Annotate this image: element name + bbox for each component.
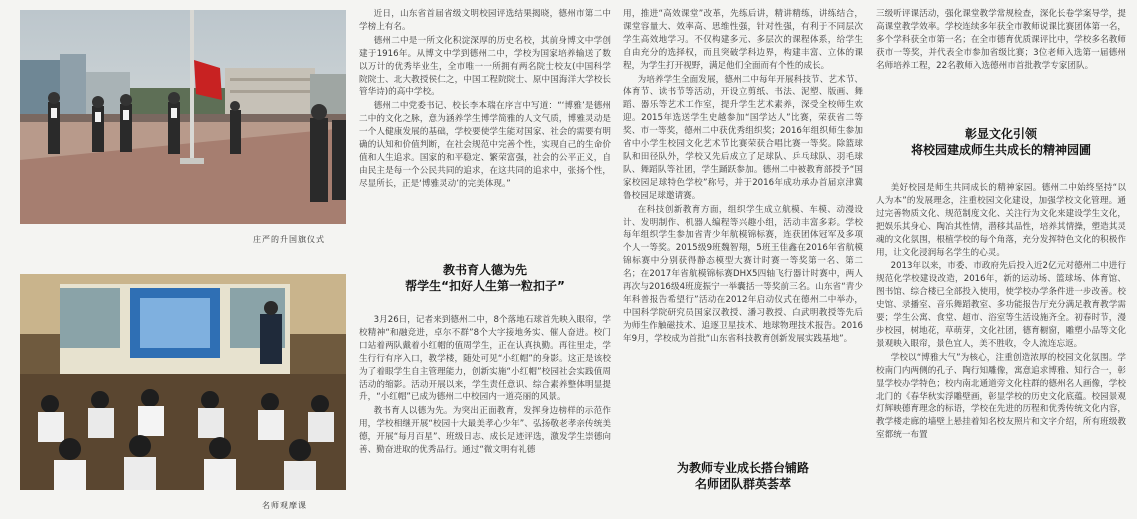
headline-line-2: 名师团队群英荟萃 — [694, 477, 791, 491]
article-column-4-top — [876, 8, 1126, 114]
paragraph: 三级听评课活动，强化课堂教学常规检查，深化长卷学案导学，提高课堂教学效率。学校连续多年获全市教师说课比赛团体第一名，多个学科获全市第一名；在全市德育优质课评比中，学校多名教师获市一等奖，并代表全市参加省级比赛；3位老师入选第一届德州名师培养工程，22名教师入选德州市首批教学专家团队。 — [876, 9, 1126, 71]
headline-line-1: 为教师专业成长搭台铺路 — [676, 461, 809, 475]
headline-line-1: 教书育人德为先 — [442, 263, 527, 277]
article-column-2 — [359, 314, 611, 517]
classroom-photo — [20, 274, 346, 490]
paragraph: 用，推进“高效课堂”改革，先练后讲，精讲精练，讲练结合，课堂容量大、效率高、思维性强，针对性强，有利于不同层次学生高效地学习。不仅构建多元、多层次的课程体系，给学生自由充分的选择权，而且突破学科边界，构建丰富、立体的课程，为学生打开视野，满足他们全面而有个性的成长。 — [623, 9, 863, 71]
headline-line-1: 彰显文化引领 — [964, 127, 1037, 141]
classroom-caption: 名师观摩课 — [262, 501, 307, 510]
paragraph: 近日，山东省首届省级文明校园评选结果揭晓，德州市第二中学榜上有名。 — [359, 9, 611, 32]
paragraph: 美好校园是师生共同成长的精神家园。德州二中始终坚持“以人为本”的发展理念，注重校园文化建设，加强学校文化管理。通过完善物质文化、规范制度文化、关注行为文化来建设学生文化，把娱乐其身心、陶冶其性情，潜移其品性，培养其情操，塑造其灵魂的文化氛围，根植学校的每个角落，充分发挥特色文化的积极作用，让文化浸润每名学生的心灵。 — [876, 183, 1126, 258]
classroom-image — [20, 274, 346, 490]
article-column-3 — [623, 8, 863, 444]
section-headline-moral-education — [366, 262, 604, 294]
headline-line-2: 将校园建成师生共成长的精神园圃 — [910, 143, 1091, 157]
paragraph: 学校以“博雅大气”为核心，注重创造浓厚的校园文化氛围。学校南门内两侧的孔子、陶行知雕像，寓意追求博雅、知行合一，彰显学校办学特色；校内南北通道旁文化柱群的德州名人画像，学校北门的《春华秋实浮雕壁画，彰显学校的历史文化底蕴。校园景观灯辉映德育理念的标语，学校在先进的历程和优秀传统文化内容，教学楼走廊的墙壁上悬挂着知名校友照片和文字介绍，所有班级教室都统一布置 — [876, 352, 1126, 441]
paragraph: 德州二中党委书记、校长李本瑞在序言中写道：“‘博雅’是德州二中的文化之脉，意为涵养学生博学简雅的人文气质，博雅灵动是一个人健康发展的基础，学校要使学生能对国家、社会的需要有明确的认知和价值判断，在社会规范中完善个性，实现自己的生命价值和人生追求。国家的和平稳定、繁荣富强，社会的公平正义，自由民主是每一个公民共同的追求，在这共同的追求中，张扬个性，尽显所长，正是‘博雅灵动’的完美体现。” — [359, 101, 611, 189]
section-headline-culture — [876, 126, 1126, 158]
headline-line-2: 帮学生“扣好人生第一粒扣子” — [405, 279, 565, 293]
paragraph: 教书育人以德为先。为突出正面教育，发挥身边榜样的示范作用，学校相继开展“校园十大最美孝心少年”、弘扬敬老孝亲传统美德，开展“每月百星”、班级日志、成长足迹评选，激发学生崇德向善、勤奋进取的优秀品行。通过“微文明有礼德 — [359, 406, 611, 456]
section-headline-teacher-growth — [628, 460, 858, 492]
paragraph: 在科技创新教育方面，组织学生成立航模、车模、动漫设计、发明制作、机器人编程等兴趣小组，活动丰富多彩。学校每年组织学生参加省青少年航模锦标赛，连获团体冠军及多项个人一等奖。2015级9班魏智翔，5班王佳鑫在2016年省航模锦标赛中分别获得静态模型大赛计时赛一等奖第一名、第二名；在2017年省航模锦标赛DHX5四轴飞行器计时赛中，两人再次与2016级4班庞振宁一举囊括一等奖前三名。山东省“青少年科普报告希望行”活动在2012年启动仪式在德州二中举办，中国科学院研究员国家汉教授、潘习教授、白武明教授等先后为师生作触磁技术、追逐卫星技术、地球物理技术报告。2016年9月，学校成为首批“山东省科技教育创新发展实践基地”。 — [623, 204, 863, 344]
article-column-1 — [359, 8, 611, 240]
article-column-4 — [876, 182, 1126, 518]
flag-ceremony-image — [20, 10, 346, 224]
flag-ceremony-photo — [20, 10, 346, 224]
paragraph: 2013年以来，市委、市政府先后投入近2亿元对德州二中进行规范化学校建设改造，2016年，新的运动场、篮球场、体育馆、图书馆、综合楼已全部投入使用，使学校办学条件进一步改善。校史馆、录播室、音乐舞蹈教室、多功能报告厅充分满足教育教学需要；学生公寓、食堂、超市、浴室等生活设施齐全。初春时节，漫步校园，树地花，草萌芽，文化社团，德育橱窗，雕塑小品等文化景观映入眼帘，景色宜人，美不胜收，令人流连忘返。 — [876, 261, 1126, 349]
paragraph: 德州二中是一所文化积淀深厚的历史名校，其前身博文中学创建于1916年。从博文中学到德州二中，学校为国家培养输送了数以万计的优秀毕业生，全市唯一一所拥有两名院士校友(中国科学院院士、北大教授侯仁之，中国工程院院士、原中国海洋大学校长管华诗)的高中学校。 — [359, 35, 611, 98]
flag-ceremony-caption: 庄严的升国旗仪式 — [253, 235, 325, 244]
paragraph: 为培养学生全面发展，德州二中每年开展科技节、艺术节、体育节、读书节等活动，开设立剪纸、书法、泥塑、版画、舞蹈、器乐等艺术工作室，提升学生艺术素养，深受全校师生欢迎。2015年选送学生史越参加“国学达人”比赛，荣获省二等奖、市一等奖，德州二中获优秀组织奖；2016年组织师生参加省中小学生校园文化艺术节比赛荣获合唱比赛一等奖。除篮球队和田径队外，学校又先后成立了足球队、乒乓球队、羽毛球队、舞蹈队等社团，学生踊跃参加。德州二中被教育部授予“国家校园足球特色学校”称号，并于2016年成功承办首届京津冀鲁校园足球邀请赛。 — [623, 74, 863, 201]
paragraph: 3月26日，记者来到德州二中，8个落地石球首先映入眼帘，学校精神“和融竞进，卓尔不群”8个大字接地务实、催人奋进。校门口站着两队戴着小红帽的值周学生，正在认真执勤。再往里走，学生行行有序入口，教学楼，随处可见“小红帽”的身影。这正是该校为了着眼学生自主管理能力，创新实施“小红帽”校园社会实践值周活动的缩影。活动开展以来，学生责任意识、综合素养整体明显提升，“小红帽”已成为德州二中校园内一道亮丽的风景。 — [359, 315, 611, 403]
